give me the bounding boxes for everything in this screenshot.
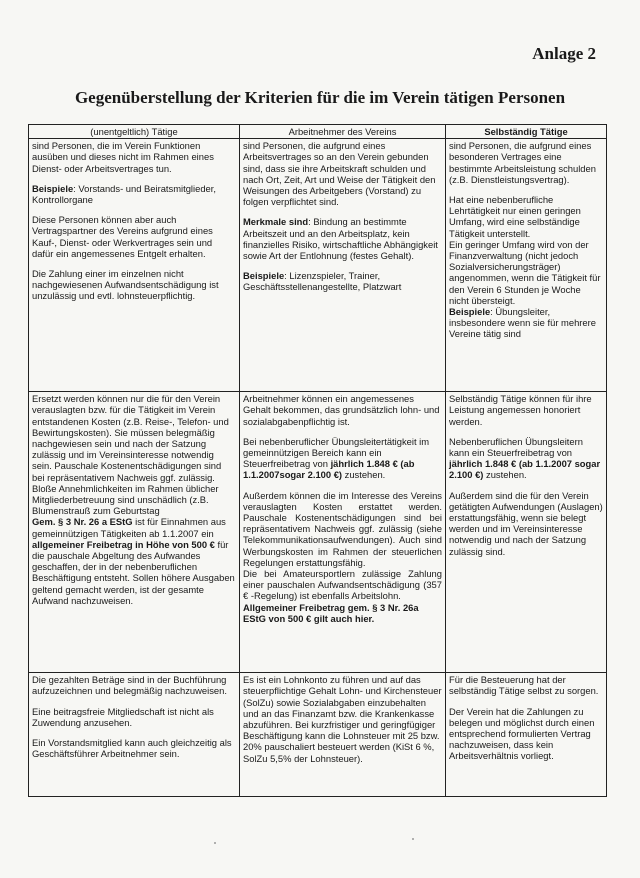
cell-employee-compensation xyxy=(240,392,446,673)
bold-amount: allgemeiner Freibetrag in Höhe von 500 € xyxy=(32,538,215,550)
text-paragraph: Eine beitragsfreie Mitgliedschaft ist nicht als Zuwendung anzusehen. xyxy=(32,705,214,728)
text-paragraph: Für die Besteuerung hat der selbständig Tätige selbst zu sorgen. xyxy=(449,674,599,697)
cell-employee-taxation xyxy=(240,673,446,797)
cell-self-employed-definition xyxy=(446,139,607,392)
text-paragraph xyxy=(243,436,442,481)
text-paragraph xyxy=(32,183,236,205)
cell-employee-definition xyxy=(240,139,446,392)
text-paragraph: Arbeitnehmer können ein angemessenes Gehalt bekommen, das grundsätzlich lohn- und sozialabgabenpflichtig ist. xyxy=(243,393,440,427)
cell-unpaid-taxation xyxy=(29,673,240,797)
cell-self-employed-compensation xyxy=(446,392,607,673)
criteria-table xyxy=(28,124,607,797)
text-paragraph: Die Zahlung einer im einzelnen nicht nachgewiesenen Aufwandsentschädigung ist unzulässig und evtl. lohnsteuerpflichtig. xyxy=(32,268,219,302)
text-paragraph xyxy=(243,270,442,292)
bold-amount: jährlich 1.848 € (ab 1.1.2007sogar 2.100 €) xyxy=(243,458,415,481)
table-row-definition xyxy=(29,139,607,392)
text-paragraph xyxy=(32,516,236,606)
bold-lead: Beispiele xyxy=(243,270,285,282)
text-span: : Übungsleiter, insbesondere wenn sie für mehrere Vereine tätig sind xyxy=(449,306,596,340)
text-paragraph: Ersetzt werden können nur die für den Verein verauslagten bzw. für die Tätigkeit im Verein entstandenen Kosten (z.B. Reise-, Telefon- und Bewirtungskosten). Sie müssen belegmäßig nachgewiesen sein und nach der Satzung zulässig und im Vereinsinteresse notwendig sein. Pauschale Kostenentschädigungen sind bei repräsentativem Nachweis ggf. zulässig. xyxy=(32,393,229,483)
cell-unpaid-definition xyxy=(29,139,240,392)
text-span: : Vorstands- und Beiratsmitglieder, Kontrollorgane xyxy=(32,182,216,206)
text-paragraph: Selbständig Tätige können für ihre Leistung angemessen honoriert werden. xyxy=(449,393,592,427)
text-paragraph: Die gezahlten Beträge sind in der Buchführung aufzuzeichnen und belegmäßig nachzuweisen. xyxy=(32,674,227,697)
bold-lead: Beispiele xyxy=(32,182,74,194)
text-paragraph: Ein geringer Umfang wird von der Finanzverwaltung (nicht jedoch Sozialversicherungsträger) angenommen, wenn die Tätigkeit für den Verein 6 Stunden je Woche nicht übersteigt. xyxy=(449,238,601,306)
text-paragraph: Diese Personen können aber auch Vertragspartner des Vereins aufgrund eines Kauf-, Dienst- oder Werkvertrages sein und dafür ein angemessenes Entgelt erhalten. xyxy=(32,214,213,259)
bold-lead: Beispiele xyxy=(449,306,491,318)
scan-speck xyxy=(412,838,414,840)
table-row-taxation xyxy=(29,673,607,797)
text-paragraph: Hat eine nebenberufliche Lehrtätigkeit nur einen geringen Umfang, wird eine selbständige Tätigkeit unterstellt. xyxy=(449,194,581,239)
text-paragraph: Die bei Amateursportlern zulässige Zahlung einer pauschalen Aufwandsentschädigung (357 € -Regelung) ist ebenfalls Arbeitslohn. xyxy=(243,568,442,602)
cell-unpaid-compensation xyxy=(29,392,240,673)
text-span: Bei nebenberuflicher Übungsleitertätigkeit im gemeinnützigen Bereich kann ein Steuerfreibetrag von xyxy=(243,435,430,470)
text-span: für die pauschale Abgeltung des Aufwandes geschaffen, der in der nebenberuflichen Beschäftigung entsteht. Sollen höhere Ausgaben geltend gemacht werden, ist der gesamte Aufwand nachzuweisen. xyxy=(32,538,235,606)
text-paragraph: Der Verein hat die Zahlungen zu belegen und möglichst durch einen entsprechend formulierten Vertrag nachzuweisen, dass kein Arbeitsverhältnis vorliegt. xyxy=(449,705,595,762)
text-paragraph: Ein Vorstandsmitglied kann auch gleichzeitig als Geschäftsführer Arbeitnehmer sein. xyxy=(32,737,232,760)
text-span: zustehen. xyxy=(342,469,386,481)
text-paragraph: sind Personen, die aufgrund eines besonderen Vertrages eine bestimmte Arbeitsleistung schulden (z.B. Dienstleistungsvertrag). xyxy=(449,140,596,185)
text-paragraph xyxy=(243,216,442,261)
text-paragraph: Außerdem sind die für den Verein getätigten Aufwendungen (Auslagen) erstattungsfähig, wenn sie belegt werden und im Vereinsinteresse notwendig und nach der Satzung zulässig sind. xyxy=(449,489,603,557)
bold-lead: Gem. § 3 Nr. 26 a EStG xyxy=(32,516,133,528)
text-paragraph-bold: Allgemeiner Freibetrag gem. § 3 Nr. 26a EStG von 500 € gilt auch hier. xyxy=(243,601,419,624)
bold-lead: Merkmale sind xyxy=(243,216,309,228)
annex-label: Anlage 2 xyxy=(532,44,596,63)
cell-self-employed-taxation xyxy=(446,673,607,797)
text-span: : Bindung an bestimmte Arbeitszeit und an den Arbeitsplatz, kein finanzielles Risiko, wirtschaftliche Abhängigkeit sowie Art der Entlohnung (festes Gehalt). xyxy=(243,216,438,262)
text-span: zustehen. xyxy=(483,469,527,481)
scan-speck xyxy=(214,842,216,844)
text-paragraph: sind Personen, die aufgrund eines Arbeitsvertrages so an den Verein gebunden sind, dass sie ihre Arbeitskraft schulden und nach Ort, Zeit, Art und Weise der Tätigkeit den Weisungen des Arbeitgebers (Vorstand) zu folgen verpflichtet sind. xyxy=(243,140,436,208)
page-title: Gegenüberstellung der Kriterien für die im Verein tätigen Personen xyxy=(74,88,566,107)
text-paragraph: Außerdem können die im Interesse des Vereins verauslagten Kosten erstattet werden. Pauschale Kostenentschädigungen sind bei repräsentativem Nachweis ggf. zulässig (siehe Telekommunikationsaufwendungen). Auch sind Werbungskosten im Rahmen der steuerlichen Regelungen erstattungsfähig. xyxy=(243,489,442,568)
text-span: : Lizenzspieler, Trainer, Geschäftsstellenangestellte, Platzwart xyxy=(243,270,402,293)
text-paragraph: Es ist ein Lohnkonto zu führen und auf das steuerpflichtige Gehalt Lohn- und Kirchensteuer (SolZu) sowie Sozialabgaben einzubehalten und an das Finanzamt bzw. die Krankenkasse abzuführen. Bei kurzfristiger und geringfügiger Beschäftigung kann die Lohnsteuer mit 25 bzw. 20% pauschaliert besteuert werden (KiSt 6 %, SolZu 5,5% der Lohnsteuer). xyxy=(243,674,442,764)
header-self-employed: Selbständig Tätige xyxy=(446,125,607,139)
text-paragraph xyxy=(449,436,603,481)
text-paragraph: Bloße Annehmlichkeiten im Rahmen üblicher Mitgliederbetreuung sind unschädlich (z.B. Blumenstrauß zum Geburtstag xyxy=(32,482,219,517)
text-paragraph: sind Personen, die im Verein Funktionen ausüben und dieses nicht im Rahmen eines Dienst- oder Arbeitsvertrages tun. xyxy=(32,140,214,174)
text-span: ist für Einnahmen aus gemeinnützigen Tätigkeiten ab 1.1.2007 ein xyxy=(32,516,226,539)
header-employees: Arbeitnehmer des Vereins xyxy=(240,125,446,139)
header-unpaid: (unentgeltlich) Tätige xyxy=(29,125,240,139)
text-paragraph xyxy=(449,306,603,340)
table-header-row xyxy=(29,125,607,139)
table-row-compensation xyxy=(29,392,607,673)
text-span: Nebenberuflichen Übungsleitern kann ein Steuerfreibetrag von xyxy=(449,435,583,459)
bold-amount: jährlich 1.848 € (ab 1.1.2007 sogar 2.100 €) xyxy=(449,458,601,481)
